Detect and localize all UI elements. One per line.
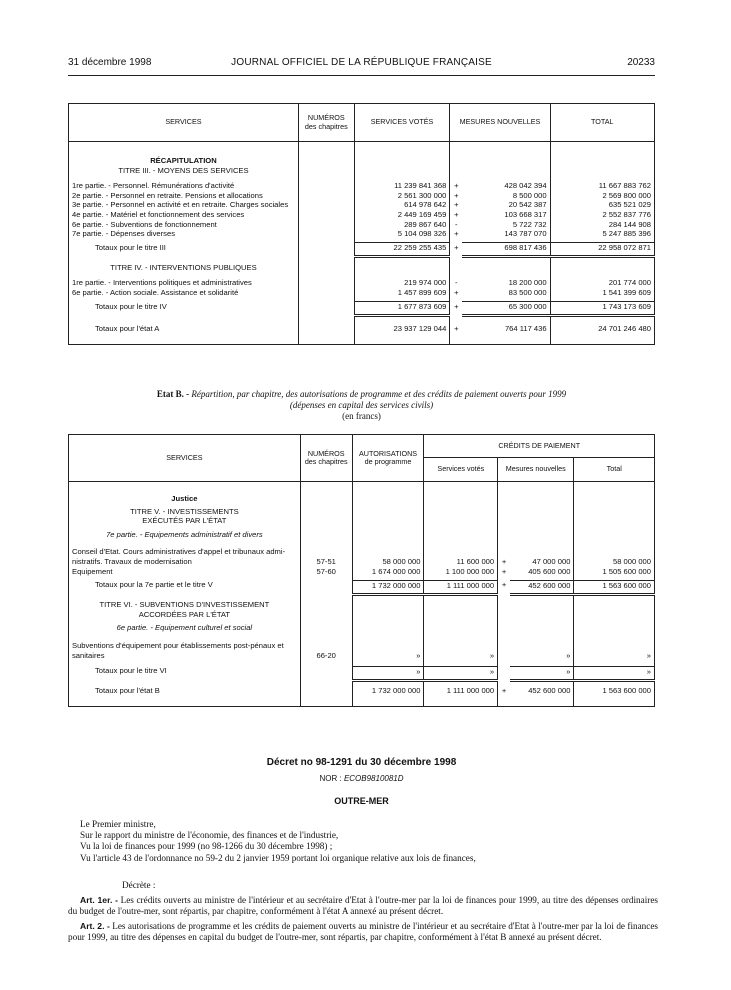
col-header-numeros: NUMÉROS des chapitres — [300, 435, 352, 482]
preamble-line: Sur le rapport du ministre de l'économie, des finances et de l'industrie, — [80, 830, 339, 841]
col-header-services: SERVICES — [69, 104, 299, 142]
col-header-autorisations: AUTORISATIONS de programme — [352, 435, 424, 482]
justice-heading: Justice — [69, 494, 301, 504]
header-date: 31 décembre 1998 — [68, 57, 152, 68]
totals-row-titre-vi: Totaux pour le titre VI » » » » — [69, 666, 655, 680]
table-row: 4e partie. - Matériel et fonctionnement des services 2 449 169 459 + 103 668 317 2 552 837 776 — [69, 210, 655, 220]
section-heading: OUTRE-MER — [334, 796, 389, 806]
table-row: 1re partie. - Interventions politiques et administratives 219 974 000 - 18 200 000 201 774 000 — [69, 278, 655, 288]
col-header-credits: CRÉDITS DE PAIEMENT — [424, 435, 655, 458]
titre-v-subheading: EXÉCUTÉS PAR L'ÉTAT — [69, 516, 301, 526]
article-2 — [68, 921, 658, 943]
titre-v-heading: TITRE V. - INVESTISSEMENTS — [69, 507, 301, 517]
preamble-line: Vu l'article 43 de l'ordonnance no 59-2 du 2 janvier 1959 portant loi organique relative aux lois de finances, — [80, 852, 476, 863]
table-row: 2e partie. - Personnel en retraite. Pensions et allocations 2 561 300 000 + 8 500 000 2 569 800 000 — [69, 191, 655, 201]
row-conseil-line1: Conseil d'Etat. Cours administratives d'appel et tribunaux admi- — [69, 547, 301, 557]
table-row: 3e partie. - Personnel en activité et en retraite. Charges sociales 614 978 642 + 20 542 387 635 521 029 — [69, 200, 655, 210]
table-etat-b — [68, 434, 655, 707]
partie-7-heading: 7e partie. - Equipements administratif et divers — [69, 530, 301, 540]
article-1 — [68, 895, 658, 917]
page-header — [68, 57, 655, 71]
col-header-total: Total — [574, 458, 655, 482]
table-row: nistratifs. Travaux de modernisation 57-51 58 000 000 11 600 000 + 47 000 000 58 000 000 — [69, 557, 655, 567]
col-header-numeros: NUMÉROS des chapitres — [298, 104, 354, 142]
titre-vi-heading: TITRE VI. - SUBVENTIONS D'INVESTISSEMENT — [69, 600, 301, 610]
titre-vi-subheading: ACCORDÉES PAR L'ÉTAT — [69, 610, 301, 620]
etat-b-unit: (en francs) — [342, 411, 381, 421]
titre-iv-heading: TITRE IV. - INTERVENTIONS PUBLIQUES — [69, 263, 299, 273]
totals-row-titre-iii: Totaux pour le titre III 22 259 255 435 + 698 817 436 22 958 072 871 — [69, 243, 655, 257]
decree-nor: NOR : ECOB9810081D — [319, 774, 404, 783]
totals-row-titre-iv: Totaux pour le titre IV 1 677 873 609 + 65 300 000 1 743 173 609 — [69, 302, 655, 316]
article-2-text: Les autorisations de programme et les crédits de paiement ouverts au ministre de l'intérieur et au secrétaire d'Etat à l'outre-mer par la loi de finances pour 1999, au titre des dépenses en capital du budget de l'outre-mer, sont répartis, par chapitre, conformément à l'état B annexé au présent décret. — [68, 921, 659, 943]
col-header-services-votes: Services votés — [424, 458, 498, 482]
partie-6-heading: 6e partie. - Equipement culturel et social — [69, 623, 301, 633]
decree-preamble — [80, 819, 670, 864]
col-header-services: SERVICES — [69, 435, 301, 482]
totals-row-titre-v: Totaux pour la 7e partie et le titre V 1 732 000 000 1 111 000 000 + 452 600 000 1 563 600 000 — [69, 580, 655, 594]
totals-row-etat-b: Totaux pour l'état B 1 732 000 000 1 111 000 000 + 452 600 000 1 563 600 000 — [69, 686, 655, 700]
etat-b-subtitle: (dépenses en capital des services civils) — [289, 400, 434, 410]
etat-b-prefix: Etat B. - — [156, 389, 190, 399]
table-etat-a — [68, 103, 655, 345]
titre-iii-heading: TITRE III. - MOYENS DES SERVICES — [69, 166, 299, 176]
totals-row-etat-a: Totaux pour l'état A 23 937 129 044 + 764 117 436 24 701 246 480 — [69, 324, 655, 338]
col-header-mesures: MESURES NOUVELLES — [450, 104, 550, 142]
article-1-text: Les crédits ouverts au ministre de l'intérieur et au secrétaire d'Etat à l'outre-mer par la loi de finances pour 1999, au titre des dépenses ordinaires du budget de l'outre-mer, sont répartis, par chapitre, conformément à l'état A annexé au présent décret. — [68, 895, 658, 917]
preamble-line: Le Premier ministre, — [80, 819, 156, 829]
col-header-mesures: Mesures nouvelles — [498, 458, 574, 482]
article-2-label: Art. 2. - — [80, 921, 110, 931]
col-header-services-votes: SERVICES VOTÉS — [354, 104, 450, 142]
table-row: 6e partie. - Subventions de fonctionnement 289 867 640 - 5 722 732 284 144 908 — [69, 220, 655, 230]
decrete-line: Décrète : — [122, 880, 156, 890]
col-header-total: TOTAL — [550, 104, 654, 142]
page-number: 20233 — [627, 57, 655, 68]
table-row: Equipement 57-60 1 674 000 000 1 100 000 000 + 405 600 000 1 505 600 000 — [69, 567, 655, 577]
table-row: sanitaires 66-20 » » » » — [69, 651, 655, 661]
row-subventions-line1: Subventions d'équipement pour établissements post-pénaux et — [69, 641, 301, 651]
decree-title: Décret no 98-1291 du 30 décembre 1998 — [266, 757, 457, 768]
article-1-label: Art. 1er. - — [80, 895, 118, 905]
table-row: 7e partie. - Dépenses diverses 5 104 098 326 + 143 787 070 5 247 885 396 — [69, 229, 655, 239]
table-row: 6e partie. - Action sociale. Assistance et solidarité 1 457 899 609 + 83 500 000 1 541 399 609 — [69, 288, 655, 298]
table-row: 1re partie. - Personnel. Rémunérations d'activité 11 239 841 368 + 428 042 394 11 667 883 762 — [69, 181, 655, 191]
journal-title: JOURNAL OFFICIEL DE LA RÉPUBLIQUE FRANÇAISE — [231, 57, 492, 68]
header-rule — [68, 75, 655, 76]
preamble-line: Vu la loi de finances pour 1999 (no 98-1266 du 30 décembre 1998) ; — [80, 841, 333, 852]
etat-b-title: Répartition, par chapitre, des autorisations de programme et des crédits de paiement ouverts pour 1999 — [191, 389, 567, 399]
etat-b-caption — [68, 389, 655, 422]
recap-heading: RÉCAPITULATION — [69, 156, 299, 166]
